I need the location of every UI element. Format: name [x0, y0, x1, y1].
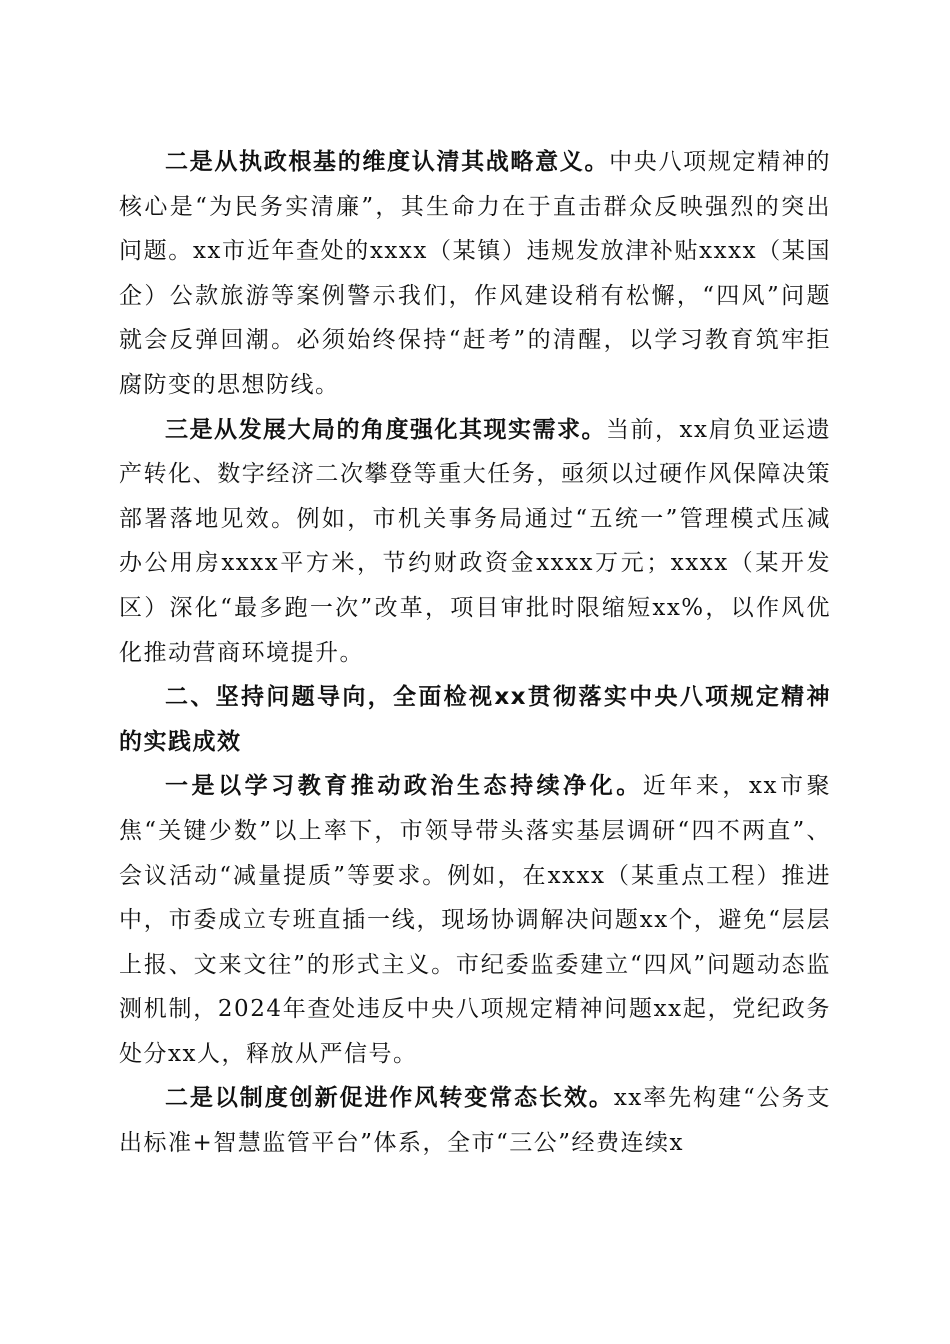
paragraph-lead: 一是以学习教育推动政治生态持续净化。	[165, 773, 643, 800]
document-body	[119, 140, 831, 1166]
paragraph-development-needs	[119, 408, 831, 676]
paragraph-strategic-significance	[119, 140, 831, 408]
paragraph-text: 中央八项规定精神的核心是“为民务实清廉”，其生命力在于直击群众反映强烈的突出问题。xx市近年查处的xxxx（某镇）违规发放津补贴xxxx（某国企）公款旅游等案例警示我们，作风建设稍有松懈，“四风”问题就会反弹回潮。必须始终保持“赶考”的清醒，以学习教育筑牢拒腐防变的思想防线。	[119, 149, 832, 398]
paragraph-institutional-innovation	[119, 1076, 831, 1165]
paragraph-lead: 三是从发展大局的角度强化其现实需求。	[165, 416, 607, 443]
paragraph-lead: 二是从执政根基的维度认清其战略意义。	[165, 149, 610, 175]
paragraph-text: 当前，xx肩负亚运遗产转化、数字经济二次攀登等重大任务，亟须以过硬作风保障决策部署落地见效。例如，市机关事务局通过“五统一”管理模式压减办公用房xxxx平方米，节约财政资金xxxx万元；xxxx（某开发区）深化“最多跑一次”改革，项目审批时限缩短xx%，以作风优化推动营商环境提升。	[119, 416, 832, 666]
paragraph-lead: 二是以制度创新促进作风转变常态长效。	[165, 1085, 614, 1112]
paragraph-text: xx率先构建“公务支出标准+智慧监管平台”体系，全市“三公”经费连续x	[119, 1085, 832, 1157]
paragraph-text: 近年来，xx市聚焦“关键少数”以上率下，市领导带头落实基层调研“四不两直”、会议活动“减量提质”等要求。例如，在xxxx（某重点工程）推进中，市委成立专班直插一线，现场协调解决问题xx个，避免“层层上报、文来文往”的形式主义。市纪委监委建立“四风”问题动态监测机制，2024年查处违反中央八项规定精神问题xx起，党纪政务处分xx人，释放从严信号。	[119, 773, 832, 1067]
section-heading: 二、坚持问题导向，全面检视xx贯彻落实中央八项规定精神的实践成效	[119, 684, 831, 755]
paragraph-political-ecology	[119, 764, 831, 1076]
